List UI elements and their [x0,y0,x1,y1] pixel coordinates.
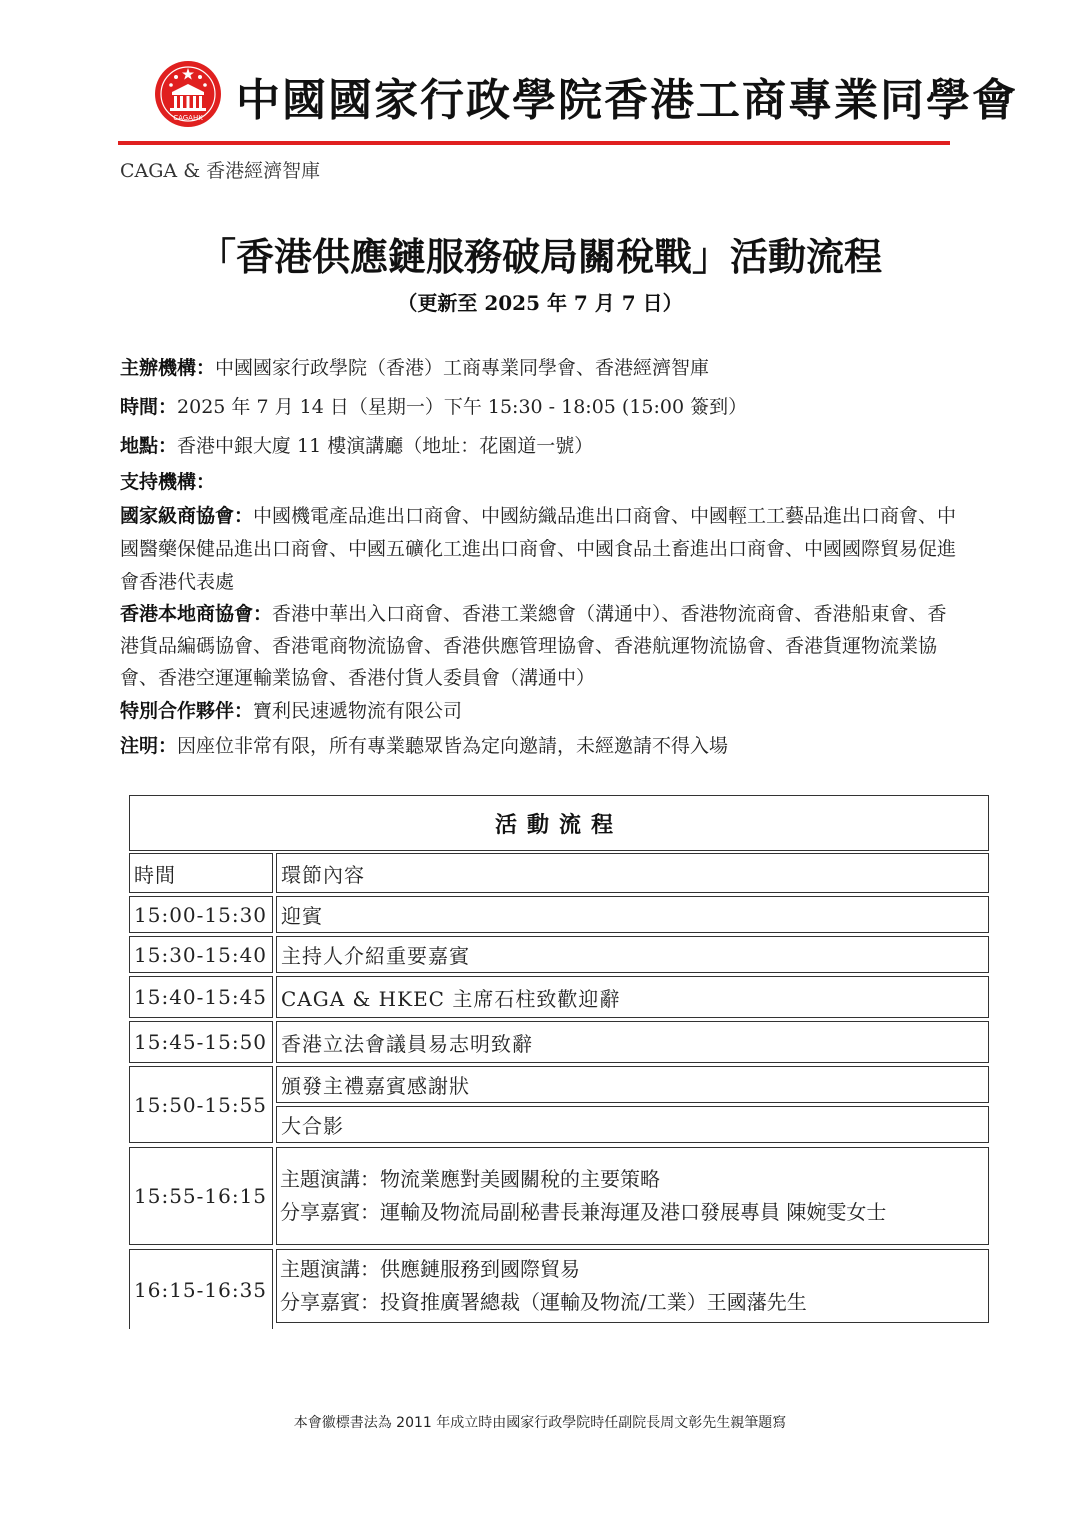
svg-text:CAGAHK: CAGAHK [173,114,203,122]
footer-note: 本會徽標書法為 2011 年成立時由國家行政學院時任副院長周文彰先生親筆題寫 [293,1415,787,1431]
partner-value: 寶利民速遞物流有限公司 [253,700,463,722]
row-time: 16:15-16:35 [129,1249,273,1329]
schedule-heading: 活動流程 [129,795,989,851]
row-content: 大合影 [276,1106,989,1143]
row-content: 香港立法會議員易志明致辭 [276,1021,989,1063]
row-time: 15:55-16:15 [129,1147,273,1245]
content-column-header: 環節內容 [276,853,989,893]
organizer-line [120,353,960,383]
time-line [120,392,960,422]
row-time: 15:00-15:30 [129,896,273,933]
row-content [276,1249,989,1323]
partner-line [120,696,960,726]
venue-line [120,431,960,461]
row-content: 迎賓 [276,896,989,933]
header-divider [118,141,950,145]
keynote-speaker: 分享嘉賓：運輸及物流局副秘書長兼海運及港口發展專員 陳婉雯女士 [280,1200,887,1224]
row-time: 15:45-15:50 [129,1021,273,1063]
national-associations [120,500,960,599]
organization-name: 中國國家行政學院香港工商專業同學會 [236,75,1018,126]
time-value: 2025 年 7 月 14 日（星期一）下午 15:30 - 18:05 (15:00 簽到） [177,396,748,418]
note-value: 因座位非常有限，所有專業聽眾皆為定向邀請，未經邀請不得入場 [177,735,729,757]
venue-value: 香港中銀大廈 11 樓演講廳（地址：花園道一號） [177,435,594,457]
subheader: CAGA & 香港經濟智庫 [120,160,321,182]
organizer-value: 中國國家行政學院（香港）工商專業同學會、香港經濟智庫 [215,357,710,379]
row-time: 15:50-15:55 [129,1066,273,1143]
venue-label: 地點： [120,435,178,457]
time-label: 時間： [120,396,178,418]
partner-label: 特別合作夥伴： [120,700,254,722]
row-content: CAGA & HKEC 主席石柱致歡迎辭 [276,976,989,1018]
logo-emblem [154,60,222,128]
national-value: 中國機電產品進出口商會、中國紡織品進出口商會、中國輕工工藝品進出口商會、中國醫藥保健品進出口商會、中國五礦化工進出口商會、中國食品土畜進出口商會、中國國際貿易促進會香港代表處 [120,505,957,593]
support-label: 支持機構： [120,471,216,493]
local-label: 香港本地商協會： [120,603,273,625]
national-label: 國家級商協會： [120,505,254,527]
keynote-topic: 主題演講：物流業應對美國關稅的主要策略 [280,1167,660,1191]
updated-date: （更新至 2025 年 7 月 7 日） [397,291,683,315]
keynote-speaker: 分享嘉賓：投資推廣署總裁（運輸及物流/工業）王國藩先生 [280,1290,807,1314]
row-time: 15:40-15:45 [129,976,273,1018]
time-column-header: 時間 [129,853,273,893]
row-content: 頒發主禮嘉賓感謝狀 [276,1066,989,1103]
row-content: 主持人介紹重要嘉賓 [276,936,989,973]
row-content [276,1147,989,1245]
local-value: 香港中華出入口商會、香港工業總會（溝通中）、香港物流商會、香港船東會、香港貨品編碼協會、香港電商物流協會、香港供應管理協會、香港航運物流協會、香港貨運物流業協會、香港空運運輸業協會、香港付貨人委員會（溝通中） [120,603,947,689]
keynote-topic: 主題演講：供應鏈服務到國際貿易 [280,1257,580,1281]
support-line [120,467,960,497]
page-title: 「香港供應鏈服務破局關稅戰」活動流程 [197,234,882,279]
note-label: 注明： [120,735,178,757]
row-time: 15:30-15:40 [129,936,273,973]
local-associations [120,598,960,694]
organizer-label: 主辦機構： [120,357,216,379]
note-line [120,731,960,761]
